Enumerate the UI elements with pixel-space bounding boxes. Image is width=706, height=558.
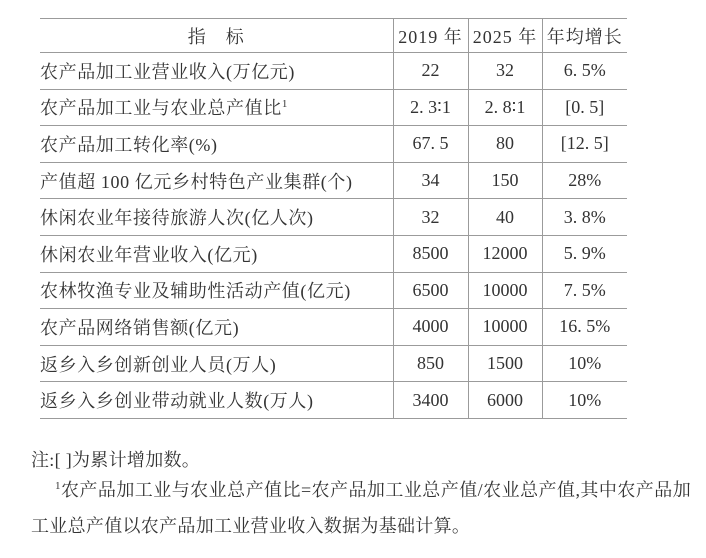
- value-2019-cell: 6500: [393, 272, 468, 309]
- header-indicator: 指 标: [40, 19, 393, 53]
- value-2019-cell: 34: [393, 162, 468, 199]
- table-row: [40, 382, 627, 419]
- value-2025-cell: 80: [468, 126, 542, 163]
- indicator-cell: 农产品加工业营业收入(万亿元): [40, 53, 393, 90]
- growth-cell: [0. 5]: [542, 89, 627, 126]
- table-row: [40, 53, 627, 90]
- growth-cell: 6. 5%: [542, 53, 627, 90]
- table-row: [40, 126, 627, 163]
- value-2025-cell: 12000: [468, 235, 542, 272]
- table-row: [40, 162, 627, 199]
- value-2025-cell: 2. 8∶1: [468, 89, 542, 126]
- value-2025-cell: 1500: [468, 345, 542, 382]
- header-2019: 2019 年: [393, 19, 468, 53]
- growth-cell: 28%: [542, 162, 627, 199]
- value-2019-cell: 67. 5: [393, 126, 468, 163]
- header-growth: 年均增长: [542, 19, 627, 53]
- growth-cell: 16. 5%: [542, 309, 627, 346]
- table-header-row: [40, 19, 627, 53]
- indicator-cell: 返乡入乡创业带动就业人数(万人): [40, 382, 393, 419]
- table-row: [40, 309, 627, 346]
- growth-cell: 7. 5%: [542, 272, 627, 309]
- table-row: [40, 345, 627, 382]
- indicator-cell: 休闲农业年接待旅游人次(亿人次): [40, 199, 393, 236]
- table-row: [40, 272, 627, 309]
- value-2025-cell: 10000: [468, 309, 542, 346]
- value-2019-cell: 4000: [393, 309, 468, 346]
- value-2025-cell: 10000: [468, 272, 542, 309]
- value-2019-cell: 850: [393, 345, 468, 382]
- growth-cell: 10%: [542, 345, 627, 382]
- value-2025-cell: 40: [468, 199, 542, 236]
- growth-cell: 10%: [542, 382, 627, 419]
- indicator-cell: 休闲农业年营业收入(亿元): [40, 235, 393, 272]
- table-row: [40, 89, 627, 126]
- growth-cell: [12. 5]: [542, 126, 627, 163]
- header-2025: 2025 年: [468, 19, 542, 53]
- value-2019-cell: 8500: [393, 235, 468, 272]
- indicator-cell: 产值超 100 亿元乡村特色产业集群(个): [40, 162, 393, 199]
- footnote: [31, 472, 691, 544]
- value-2019-cell: 2. 3∶1: [393, 89, 468, 126]
- indicator-cell: 农林牧渔专业及辅助性活动产值(亿元): [40, 272, 393, 309]
- value-2019-cell: 32: [393, 199, 468, 236]
- value-2019-cell: 22: [393, 53, 468, 90]
- indicator-cell: 农产品加工转化率(%): [40, 126, 393, 163]
- footnote-marker: 1: [55, 480, 61, 492]
- growth-cell: 5. 9%: [542, 235, 627, 272]
- growth-cell: 3. 8%: [542, 199, 627, 236]
- indicator-cell: 农产品加工业与农业总产值比$^1$: [40, 89, 393, 126]
- table-row: [40, 235, 627, 272]
- value-2025-cell: 150: [468, 162, 542, 199]
- indicator-cell: 农产品网络销售额(亿元): [40, 309, 393, 346]
- indicators-table: [40, 18, 627, 419]
- bracket-note: 注:[ ]为累计增加数。: [31, 450, 201, 470]
- indicator-cell: 返乡入乡创新创业人员(万人): [40, 345, 393, 382]
- value-2019-cell: 3400: [393, 382, 468, 419]
- table-row: [40, 199, 627, 236]
- value-2025-cell: 32: [468, 53, 542, 90]
- footnote-ref: 1: [281, 98, 288, 111]
- footnote-text: 农产品加工业与农业总产值比=农产品加工业总产值/农业总产值,其中农产品加工业总产值以农产品加工业营业收入数据为基础计算。: [31, 480, 691, 536]
- indicators-table-body: [40, 53, 627, 419]
- value-2025-cell: 6000: [468, 382, 542, 419]
